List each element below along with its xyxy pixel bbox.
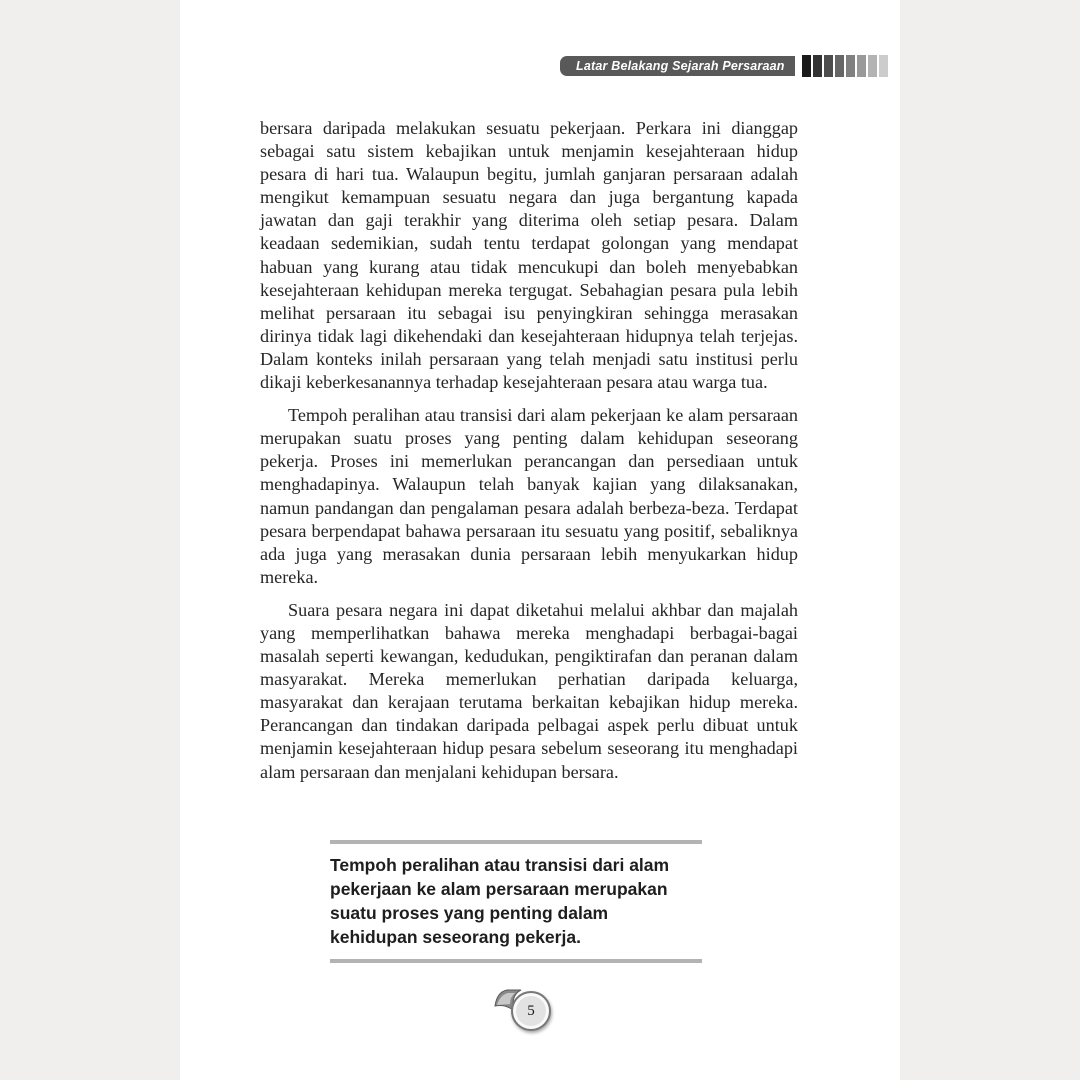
header-block [879,55,888,77]
header-block [802,55,811,77]
page-number-badge [491,984,555,1040]
document-page [180,0,900,1080]
paragraph-1: bersara daripada melakukan sesuatu pekerjaan. Perkara ini dianggap sebagai satu sistem kebajikan untuk menjamin kesejahteraan hidup pesara di hari tua. Walaupun begitu, jumlah ganjaran persaraan adalah mengikut kemampuan sesuatu negara dan juga bergantung kapada jawatan dan gaji terakhir yang diterima oleh setiap pesara. Dalam keadaan sedemikian, sudah tentu terdapat golongan yang mendapat habuan yang kurang atau tidak mencukupi dan boleh menyebabkan kesejahteraan kehidupan mereka tergugat. Sebahagian pesara pula lebih melihat persaraan itu sebagai isu penyingkiran sehingga merasakan dirinya tidak lagi dikehendaki dan kesejahteraan hidupnya telah terjejas. Dalam konteks inilah persaraan yang telah menjadi satu institusi perlu dikaji keberkesanannya terhadap kesejahteraan pesara atau warga tua. [260,118,798,393]
header-block [813,55,822,77]
header-block [846,55,855,77]
header-block [824,55,833,77]
header-gradient-blocks [802,55,890,77]
header-block [857,55,866,77]
page-number: 5 [511,991,551,1031]
paragraph-3: Suara pesara negara ini dapat diketahui melalui akhbar dan majalah yang memperlihatkan bahawa mereka menghadapi berbagai-bagai masalah seperti kewangan, kedudukan, pengiktirafan dan peranan dalam masyarakat. Mereka memerlukan perhatian daripada keluarga, masyarakat dan kerajaan terutama berkaitan kebajikan hidup mereka. Perancangan dan tindakan daripada pelbagai aspek perlu dibuat untuk menjamin kesejahteraan hidup pesara sebelum seseorang itu menghadapi alam persaraan dan menjalani kehidupan bersara. [260,599,798,782]
header-block [868,55,877,77]
header-block [835,55,844,77]
pull-quote [330,840,702,963]
running-header [560,55,890,77]
paragraph-2: Tempoh peralihan atau transisi dari alam pekerjaan ke alam persaraan merupakan suatu proses yang penting dalam kehidupan seseorang pekerja. Proses ini memerlukan perancangan dan persediaan untuk menghadapinya. Walaupun telah banyak kajian yang dilaksanakan, namun pandangan dan pengalaman pesara adalah berbeza-beza. Terdapat pesara berpendapat bahawa persaraan itu sesuatu yang positif, sebaliknya ada juga yang merasakan dunia persaraan lebih menyukarkan hidup mereka. [260,405,798,587]
pull-quote-text: Tempoh peralihan atau transisi dari alam pekerjaan ke alam persaraan merupakan suatu proses yang penting dalam kehidupan seseorang pekerja. [330,855,670,947]
running-header-title: Latar Belakang Sejarah Persaraan [560,56,795,76]
body-text [260,117,798,794]
